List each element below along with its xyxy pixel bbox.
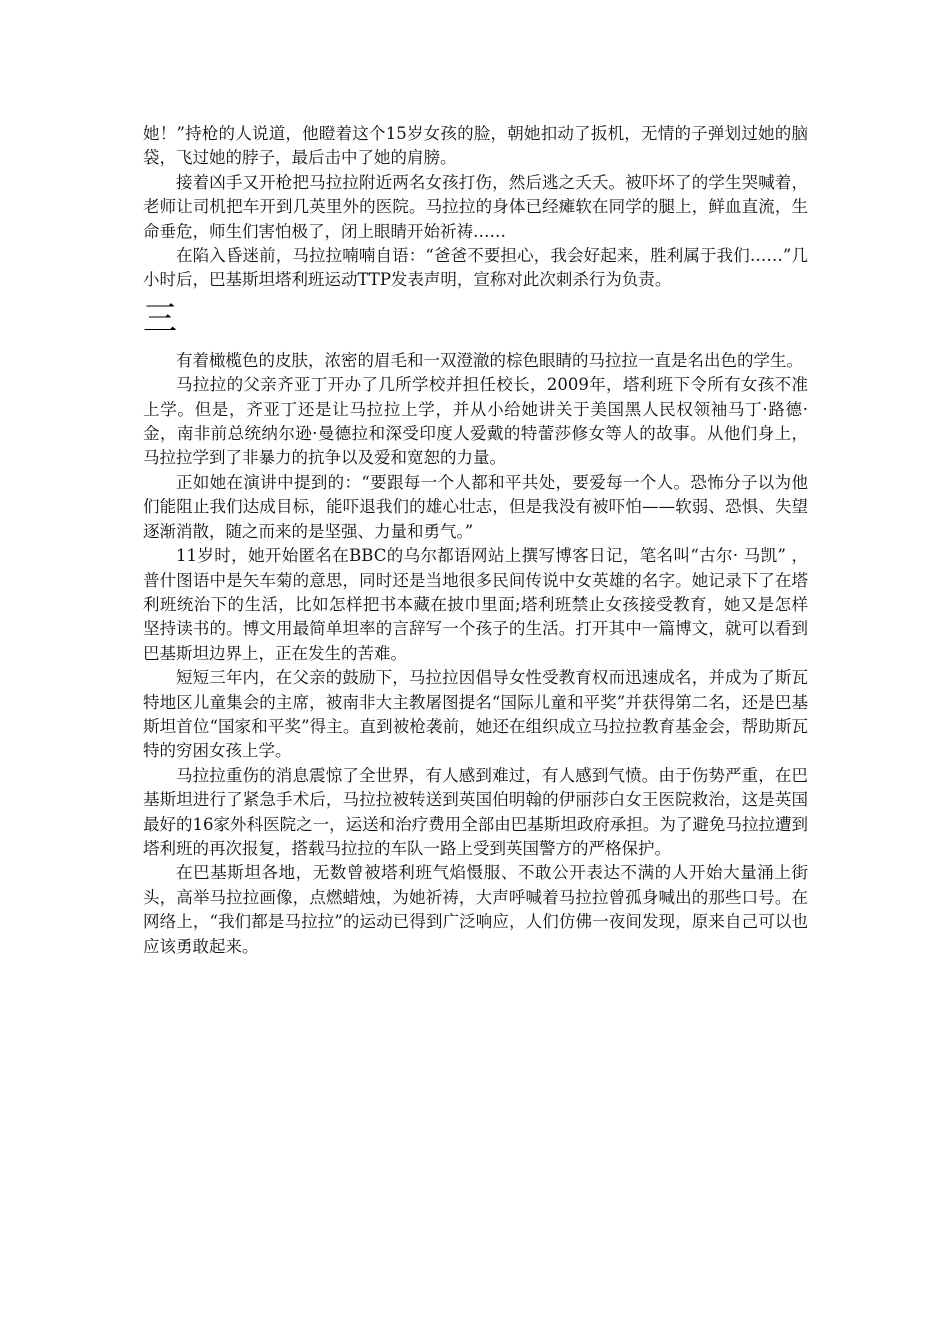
section-heading: 三 xyxy=(143,298,177,339)
paragraph: 短短三年内，在父亲的鼓励下，马拉拉因倡导女性受教育权而迅速成名，并成为了斯瓦特地区儿童集会的主席，被南非大主教屠图提名“国际儿童和平奖”并获得第二名，还是巴基斯坦首位“国家和平奖”得主。直到被枪袭前，她还在组织成立马拉拉教育基金会，帮助斯瓦特的穷困女孩上学。 xyxy=(143,668,808,761)
paragraph: 马拉拉的父亲齐亚丁开办了几所学校并担任校长，2009年，塔利班下令所有女孩不准上学。但是，齐亚丁还是让马拉拉上学，并从小给她讲关于美国黑人民权领袖马丁·路德·金，南非前总统纳尔逊·曼德拉和深受印度人爱戴的特蕾莎修女等人的故事。从他们身上，马拉拉学到了非暴力的抗争以及爱和宽恕的力量。 xyxy=(143,375,808,468)
paragraph: 在巴基斯坦各地，无数曾被塔利班气焰慑服、不敢公开表达不满的人开始大量涌上街头，高举马拉拉画像，点燃蜡烛，为她祈祷，大声呼喊着马拉拉曾孤身喊出的那些口号。在网络上，“我们都是马拉拉”的运动已得到广泛响应，人们仿佛一夜间发现，原来自己可以也应该勇敢起来。 xyxy=(143,863,808,956)
paragraph: 在陷入昏迷前，马拉拉喃喃自语：“爸爸不要担心，我会好起来，胜利属于我们……”几小时后，巴基斯坦塔利班运动TTP发表声明，宣称对此次刺杀行为负责。 xyxy=(143,246,808,290)
document-body xyxy=(143,122,808,959)
paragraph-continuation: 她！”持枪的人说道，他瞪着这个15岁女孩的脸，朝她扣动了扳机，无情的子弹划过她的脑袋，飞过她的脖子，最后击中了她的肩膀。 xyxy=(143,124,808,168)
paragraph: 接着凶手又开枪把马拉拉附近两名女孩打伤，然后逃之夭夭。被吓坏了的学生哭喊着，老师让司机把车开到几英里外的医院。马拉拉的身体已经瘫软在同学的腿上，鲜血直流，生命垂危，师生们害怕极了，闭上眼睛开始祈祷…… xyxy=(143,172,808,241)
paragraph: 正如她在演讲中提到的：“要跟每一个人都和平共处，要爱每一个人。恐怖分子以为他们能阻止我们达成目标，能吓退我们的雄心壮志，但是我没有被吓怕——软弱、恐惧、失望逐渐消散，随之而来的是坚强、力量和勇气。” xyxy=(143,472,808,541)
paragraph: 11岁时，她开始匿名在BBC的乌尔都语网站上撰写博客日记，笔名叫“古尔· 马凯” ，普什图语中是矢车菊的意思，同时还是当地很多民间传说中女英雄的名字。她记录下了在塔利班统治下的生活，比如怎样把书本藏在披巾里面;塔利班禁止女孩接受教育，她又是怎样坚持读书的。博文用最简单坦率的言辞写一个孩子的生活。打开其中一篇博文，就可以看到巴基斯坦边界上，正在发生的苦难。 xyxy=(143,546,808,663)
paragraph: 有着橄榄色的皮肤，浓密的眉毛和一双澄澈的棕色眼睛的马拉拉一直是名出色的学生。 xyxy=(176,350,803,370)
paragraph: 马拉拉重伤的消息震惊了全世界，有人感到难过，有人感到气愤。由于伤势严重，在巴基斯坦进行了紧急手术后，马拉拉被转送到英国伯明翰的伊丽莎白女王医院救治，这是英国最好的16家外科医院之一，运送和治疗费用全部由巴基斯坦政府承担。为了避免马拉拉遭到塔利班的再次报复，搭载马拉拉的车队一路上受到英国警方的严格保护。 xyxy=(143,765,808,858)
